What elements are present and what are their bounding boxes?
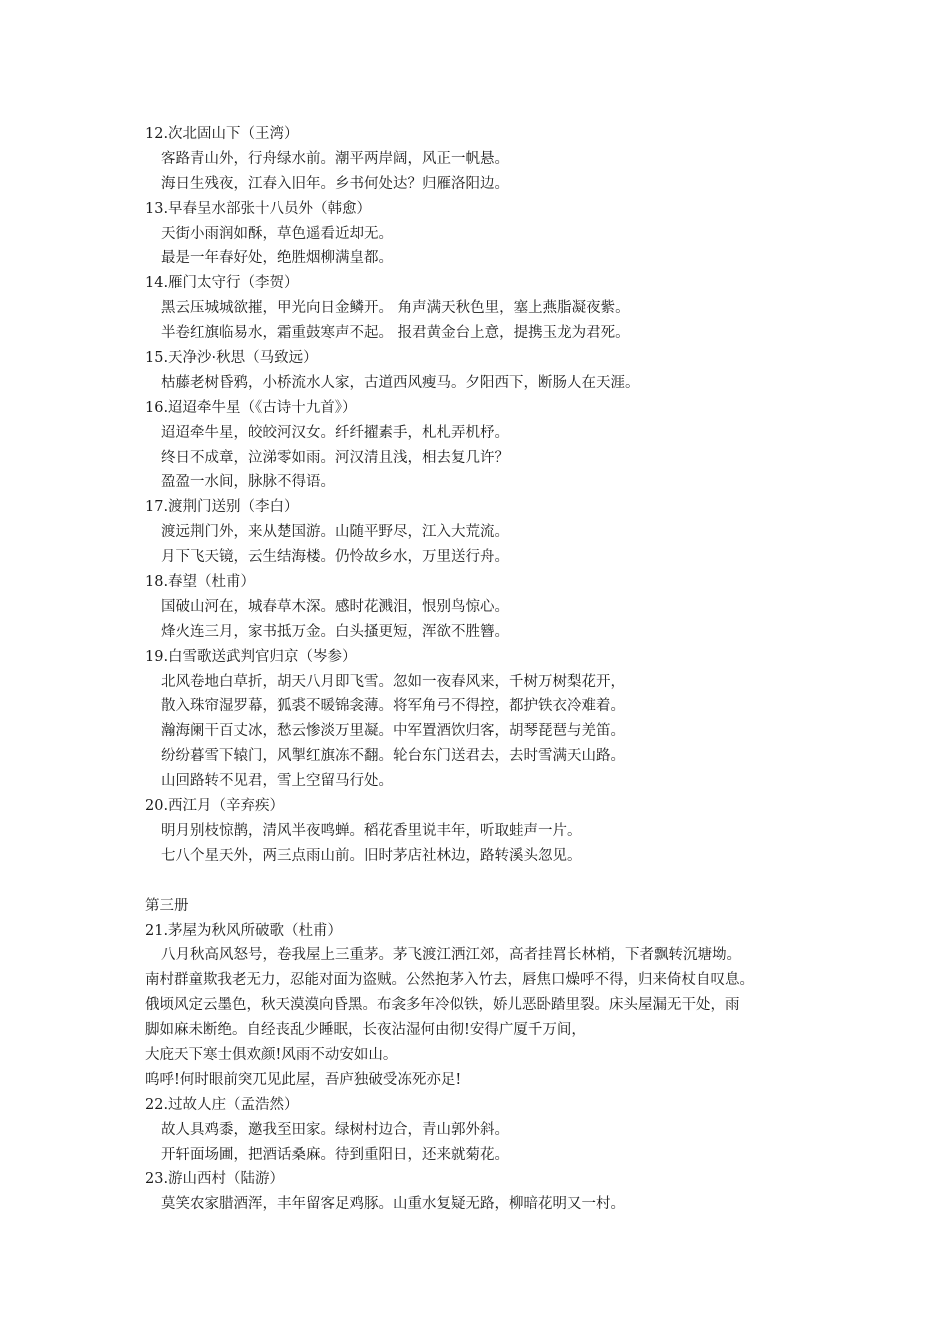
- document-page: [145, 122, 835, 1217]
- poem-line: 南村群童欺我老无力，忍能对面为盗贼。公然抱茅入竹去，唇焦口燥呼不得，归来倚杖自叹息。: [145, 972, 754, 989]
- poem-block: [145, 570, 835, 645]
- poem-line: 烽火连三月，家书抵万金。白头搔更短，浑欲不胜簪。: [161, 623, 509, 640]
- poems-before-section: [145, 122, 835, 869]
- poem-line: 纷纷暮雪下辕门，风掣红旗冻不翻。轮台东门送君去，去时雪满天山路。: [161, 748, 625, 765]
- poem-line: 散入珠帘湿罗幕，狐裘不暖锦衾薄。将军角弓不得控，都护铁衣冷难着。: [161, 698, 625, 715]
- poem-21: [145, 919, 835, 1093]
- poem-line: 终日不成章，泣涕零如雨。河汉清且浅，相去复几许？: [161, 449, 509, 466]
- poem-line: 呜呼!何时眼前突兀见此屋，吾庐独破受冻死亦足!: [145, 1071, 462, 1088]
- poem-block: [145, 122, 835, 197]
- poem-line: 枯藤老树昏鸦，小桥流水人家，古道西风瘦马。夕阳西下，断肠人在天涯。: [161, 374, 640, 391]
- poem-line: 山回路转不见君，雪上空留马行处。: [161, 773, 393, 790]
- poem-title: 18.春望（杜甫）: [145, 574, 256, 591]
- poem-block: [145, 396, 835, 496]
- poem-block: [145, 645, 835, 794]
- poem-title: 21.茅屋为秋风所破歌（杜甫）: [145, 922, 343, 939]
- poem-line: 脚如麻未断绝。自经丧乱少睡眠，长夜沾湿何由彻!安得广厦千万间，: [145, 1022, 586, 1039]
- poem-block: [145, 1167, 835, 1217]
- poem-line: 开轩面场圃，把酒话桑麻。待到重阳日，还来就菊花。: [161, 1146, 509, 1163]
- poem-title: 17.渡荆门送别（李白）: [145, 499, 299, 516]
- poem-block: [145, 346, 835, 396]
- poem-line: 盈盈一水间，脉脉不得语。: [161, 474, 335, 491]
- poem-block: [145, 271, 835, 346]
- poem-block: [145, 197, 835, 272]
- poem-line: 天街小雨润如酥，草色遥看近却无。: [161, 225, 393, 242]
- poem-title: 14.雁门太守行（李贺）: [145, 275, 299, 292]
- poem-line: 明月别枝惊鹊，清风半夜鸣蝉。稻花香里说丰年，听取蛙声一片。: [161, 822, 582, 839]
- poem-title: 15.天净沙·秋思（马致远）: [145, 350, 318, 367]
- poem-block: [145, 1093, 835, 1168]
- poems-after-section: [145, 1093, 835, 1217]
- poem-line: 最是一年春好处，绝胜烟柳满皇都。: [161, 250, 393, 267]
- poem-title: 23.游山西村（陆游）: [145, 1171, 285, 1188]
- blank-line: [145, 869, 835, 894]
- poem-title: 12.次北固山下（王湾）: [145, 126, 299, 142]
- poem-title: 19.白雪歌送武判官归京（岑参）: [145, 648, 357, 665]
- poem-line: 俄顷风定云墨色，秋天漠漠向昏黑。布衾多年冷似铁，娇儿恶卧踏里裂。床头屋漏无干处，雨: [145, 997, 740, 1014]
- poem-line: 八月秋高风怒号，卷我屋上三重茅。茅飞渡江洒江郊，高者挂罥长林梢，下者飘转沉塘坳。: [161, 947, 741, 964]
- poem-line: 迢迢牵牛星，皎皎河汉女。纤纤擢素手，札札弄机杼。: [161, 424, 509, 441]
- poem-title: 20.西江月（辛弃疾）: [145, 798, 285, 815]
- poem-line: 半卷红旗临易水，霜重鼓寒声不起。 报君黄金台上意，提携玉龙为君死。: [161, 325, 630, 342]
- poem-line: 莫笑农家腊酒浑，丰年留客足鸡豚。山重水复疑无路，柳暗花明又一村。: [161, 1196, 625, 1213]
- poem-title: 16.迢迢牵牛星（《古诗十九首》）: [145, 399, 357, 416]
- poem-line: 黑云压城城欲摧，甲光向日金鳞开。 角声满天秋色里，塞上燕脂凝夜紫。: [161, 300, 630, 317]
- section-heading: 第三册: [145, 897, 189, 914]
- poem-line: 海日生残夜，江春入旧年。乡书何处达？归雁洛阳边。: [161, 175, 509, 192]
- poem-line: 渡远荆门外，来从楚国游。山随平野尽，江入大荒流。: [161, 524, 509, 541]
- poem-line: 七八个星天外，两三点雨山前。旧时茅店社林边，路转溪头忽见。: [161, 847, 582, 864]
- poem-line: 北风卷地白草折，胡天八月即飞雪。忽如一夜春风来，千树万树梨花开，: [161, 673, 625, 690]
- poem-line: 月下飞天镜，云生结海楼。仍怜故乡水，万里送行舟。: [161, 549, 509, 566]
- poem-line: 大庇天下寒士俱欢颜!风雨不动安如山。: [145, 1046, 398, 1063]
- poem-title: 22.过故人庄（孟浩然）: [145, 1096, 299, 1113]
- poem-line: 故人具鸡黍，邀我至田家。绿树村边合，青山郭外斜。: [161, 1121, 509, 1138]
- poem-block: [145, 495, 835, 570]
- poem-line: 客路青山外，行舟绿水前。潮平两岸阔，风正一帆悬。: [161, 150, 509, 167]
- poem-title: 13.早春呈水部张十八员外（韩愈）: [145, 200, 372, 217]
- poem-line: 国破山河在，城春草木深。感时花溅泪，恨别鸟惊心。: [161, 598, 509, 615]
- poem-block: [145, 794, 835, 869]
- poem-line: 瀚海阑干百丈冰，愁云惨淡万里凝。中军置酒饮归客，胡琴琵琶与羌笛。: [161, 723, 625, 740]
